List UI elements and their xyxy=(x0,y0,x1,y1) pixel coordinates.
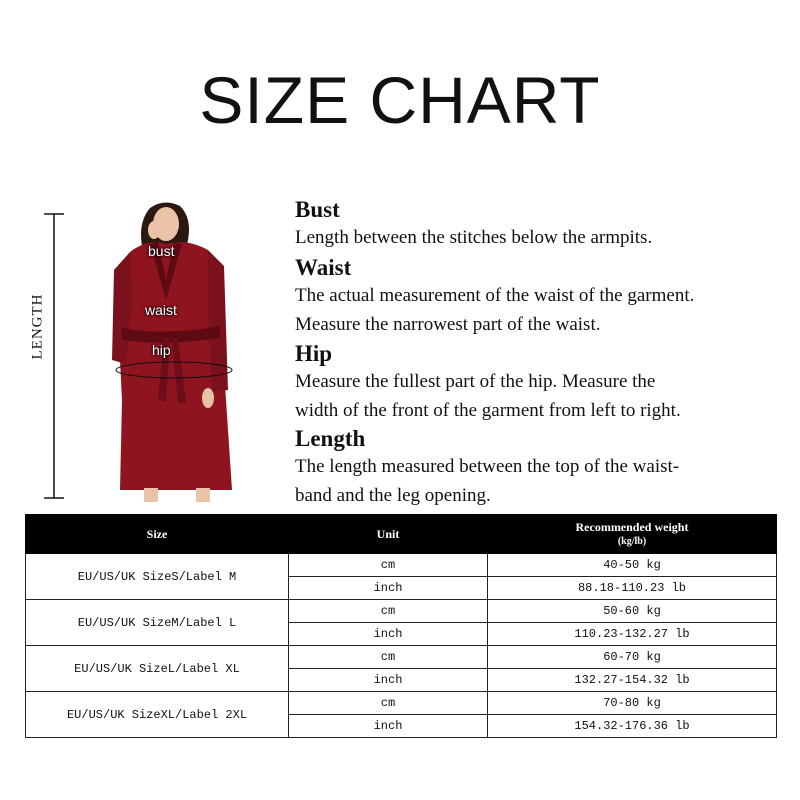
hip-text-line-2: width of the front of the garment from left to right. xyxy=(295,399,681,421)
weight-cell: 50-60 kg xyxy=(488,600,777,623)
unit-cell: cm xyxy=(289,600,488,623)
bust-text-line-1: Length between the stitches below the armpits. xyxy=(295,227,653,248)
weight-cell: 132.27-154.32 lb xyxy=(488,669,777,692)
hip-description xyxy=(295,340,795,425)
waist-heading: Waist xyxy=(295,255,352,280)
weight-cell: 70-80 kg xyxy=(488,692,777,715)
table-header-row xyxy=(26,515,777,554)
weight-cell: 154.32-176.36 lb xyxy=(488,715,777,738)
unit-cell: cm xyxy=(289,554,488,577)
header-size: Size xyxy=(26,515,289,554)
header-weight-label: Recommended weight xyxy=(575,520,689,534)
hip-text-line-1: Measure the fullest part of the hip. Measure the xyxy=(295,371,656,392)
waist-label: waist xyxy=(145,302,177,318)
length-text-line-1: The length measured between the top of the waist- xyxy=(295,456,680,477)
bust-description xyxy=(295,196,795,253)
length-text-line-2: band and the leg opening. xyxy=(295,484,491,506)
weight-cell: 40-50 kg xyxy=(488,554,777,577)
length-guide-label: LENGTH xyxy=(29,293,46,360)
hip-label: hip xyxy=(152,342,171,358)
unit-cell: inch xyxy=(289,669,488,692)
table-row xyxy=(26,554,777,577)
header-unit: Unit xyxy=(289,515,488,554)
header-weight-unit: (kg/lb) xyxy=(617,536,647,547)
size-cell: EU/US/UK SizeXL/Label 2XL xyxy=(26,692,289,738)
size-table xyxy=(25,514,777,738)
waist-text-line-2: Measure the narrowest part of the waist. xyxy=(295,313,601,335)
unit-cell: cm xyxy=(289,692,488,715)
bust-label: bust xyxy=(148,243,175,259)
size-cell: EU/US/UK SizeM/Label L xyxy=(26,600,289,646)
unit-cell: cm xyxy=(289,646,488,669)
waist-description xyxy=(295,254,795,339)
table-row xyxy=(26,692,777,715)
size-cell: EU/US/UK SizeS/Label M xyxy=(26,554,289,600)
hip-heading: Hip xyxy=(295,341,333,366)
weight-cell: 60-70 kg xyxy=(488,646,777,669)
table-row xyxy=(26,600,777,623)
weight-cell: 110.23-132.27 lb xyxy=(488,623,777,646)
size-cell: EU/US/UK SizeL/Label XL xyxy=(26,646,289,692)
length-heading: Length xyxy=(295,426,366,451)
page-title: SIZE CHART xyxy=(199,63,601,137)
table-row xyxy=(26,646,777,669)
weight-cell: 88.18-110.23 lb xyxy=(488,577,777,600)
length-description xyxy=(295,425,795,510)
unit-cell: inch xyxy=(289,623,488,646)
header-weight xyxy=(488,515,777,554)
bust-heading: Bust xyxy=(295,197,340,222)
unit-cell: inch xyxy=(289,577,488,600)
waist-text-line-1: The actual measurement of the waist of the garment. xyxy=(295,285,695,306)
unit-cell: inch xyxy=(289,715,488,738)
